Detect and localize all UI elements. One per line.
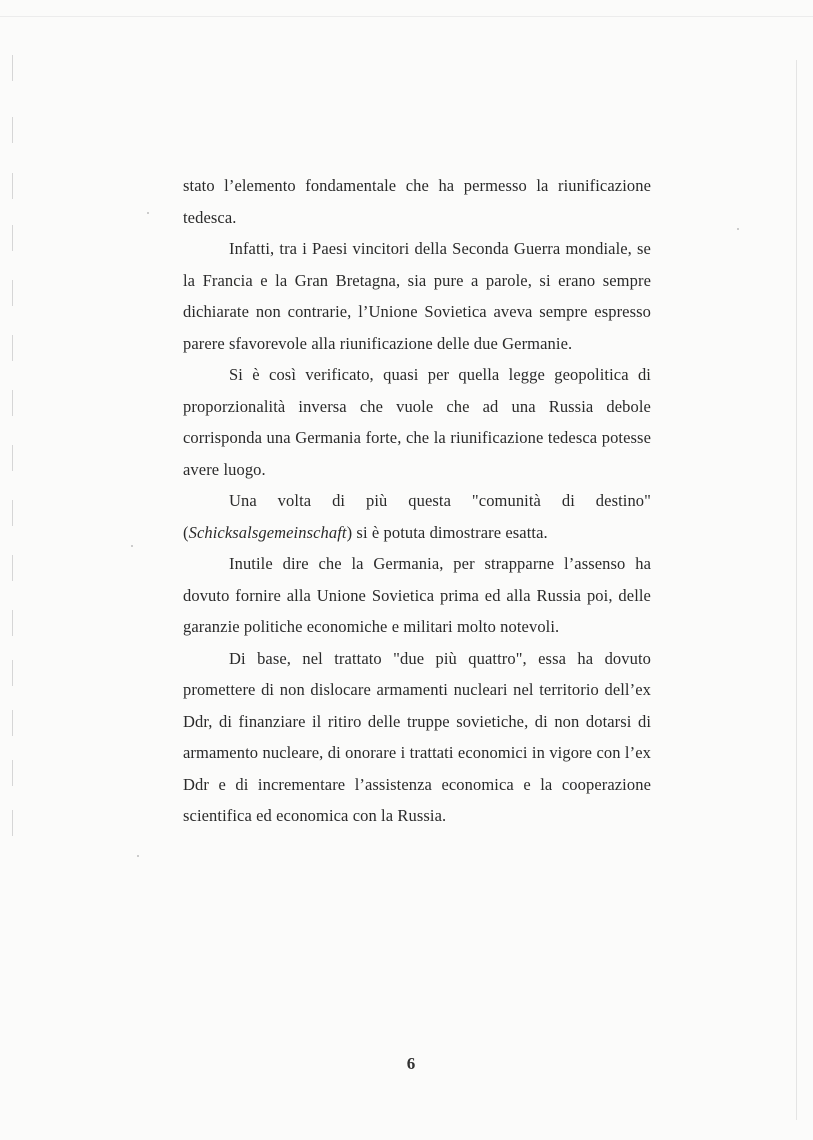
scan-top-edge <box>0 16 813 17</box>
body-text <box>183 170 651 832</box>
paragraph-4-italic-term: Schicksalsgemeinschaft <box>188 522 347 542</box>
scan-speck <box>737 228 739 230</box>
paragraph-4-end: ) si è potuta dimostrare esatta. <box>346 522 548 542</box>
paragraph-1: stato l’elemento fondamentale che ha permesso la riunificazione tedesca. <box>183 176 651 227</box>
page-number: 6 <box>406 1054 416 1073</box>
paragraph-4 <box>183 485 651 548</box>
paragraph-5: Inutile dire che la Germania, per strapparne l’assenso ha dovuto fornire alla Unione Sovietica prima ed alla Russia poi, delle garanzie politiche economiche e militari molto notevoli. <box>183 554 651 636</box>
scan-speck <box>131 545 133 547</box>
scan-speck <box>147 212 149 214</box>
paragraph-3: Si è così verificato, quasi per quella legge geopolitica di proporzionalità inversa che vuole che ad una Russia debole corrisponda una Germania forte, che la riunificazione tedesca potesse avere luogo. <box>183 365 651 479</box>
scan-right-edge <box>796 60 797 1120</box>
paragraph-4-start: Una volta di più questa "comunità di destino" ( <box>183 491 651 542</box>
paragraph-6: Di base, nel trattato "due più quattro", essa ha dovuto promettere di non dislocare armamenti nucleari nel territorio dell’ex Ddr, di finanziare il ritiro delle truppe sovietiche, di non dotarsi di armamento nucleare, di onorare i trattati economici in vigore con l’ex Ddr e di incrementare l’assistenza economica e la cooperazione scientifica ed economica con la Russia. <box>183 648 651 825</box>
paragraph-2: Infatti, tra i Paesi vincitori della Seconda Guerra mondiale, se la Francia e la Gran Bretagna, sia pure a parole, si erano sempre dichiarate non contrarie, l’Unione Sovietica aveva sempre espresso parere sfavorevole alla riunificazione delle due Germanie. <box>183 239 651 353</box>
scan-speck <box>137 855 139 857</box>
binding-marks <box>12 55 26 845</box>
